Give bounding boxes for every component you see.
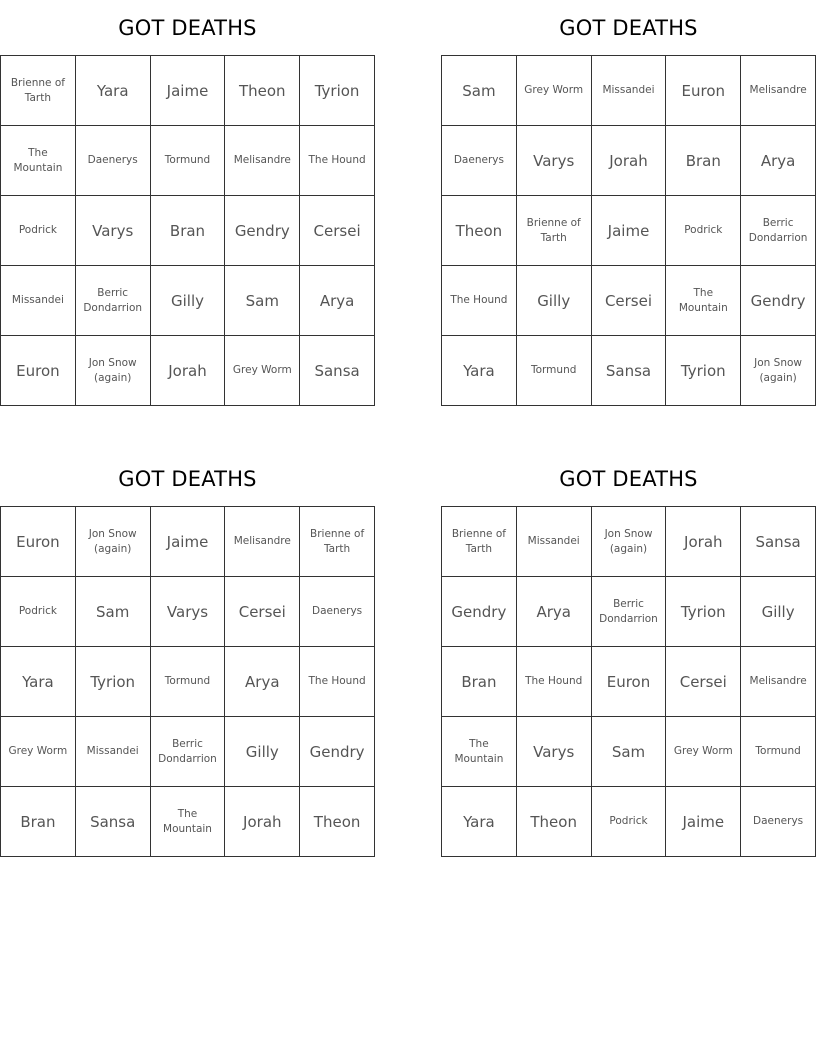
bingo-cell: Brienne of Tarth xyxy=(300,507,375,577)
bingo-cell: Tyrion xyxy=(300,56,375,126)
bingo-cell: Jon Snow (again) xyxy=(76,507,151,577)
bingo-cell: Cersei xyxy=(300,196,375,266)
bingo-cell: Brienne of Tarth xyxy=(517,196,592,266)
bingo-cell: Euron xyxy=(1,507,76,577)
bingo-grid xyxy=(0,55,375,406)
bingo-cell: Podrick xyxy=(1,196,76,266)
bingo-cell: Melisandre xyxy=(741,647,816,717)
card-title: GOT DEATHS xyxy=(118,16,257,40)
card-title: GOT DEATHS xyxy=(559,467,698,491)
bingo-cell: Theon xyxy=(300,787,375,857)
bingo-cell: Daenerys xyxy=(442,126,517,196)
bingo-cell: Sam xyxy=(442,56,517,126)
card-title: GOT DEATHS xyxy=(559,16,698,40)
bingo-cell: Tyrion xyxy=(76,647,151,717)
bingo-cell: Melisandre xyxy=(225,507,300,577)
bingo-cell: Missandei xyxy=(517,507,592,577)
bingo-cell: Jaime xyxy=(151,507,226,577)
bingo-cell: Jaime xyxy=(666,787,741,857)
bingo-cell: Bran xyxy=(151,196,226,266)
bingo-cell: Gilly xyxy=(151,266,226,336)
bingo-cell: Daenerys xyxy=(76,126,151,196)
bingo-cell: Brienne of Tarth xyxy=(442,507,517,577)
bingo-grid xyxy=(0,506,375,857)
bingo-cell: Varys xyxy=(517,717,592,787)
bingo-cell: Arya xyxy=(517,577,592,647)
bingo-cell: Theon xyxy=(442,196,517,266)
bingo-cell: Podrick xyxy=(666,196,741,266)
bingo-cell: Berric Dondarrion xyxy=(76,266,151,336)
bingo-cell: Varys xyxy=(76,196,151,266)
bingo-cell: Cersei xyxy=(592,266,667,336)
bingo-cell: Missandei xyxy=(1,266,76,336)
bingo-cell: Berric Dondarrion xyxy=(151,717,226,787)
bingo-cell: Sansa xyxy=(76,787,151,857)
bingo-cell: The Hound xyxy=(442,266,517,336)
bingo-cell: Euron xyxy=(666,56,741,126)
bingo-cell: Missandei xyxy=(592,56,667,126)
bingo-cell: Jon Snow (again) xyxy=(741,336,816,406)
bingo-cell: Jorah xyxy=(666,507,741,577)
bingo-cell: The Hound xyxy=(517,647,592,717)
bingo-cell: Tormund xyxy=(741,717,816,787)
bingo-cell: Gendry xyxy=(300,717,375,787)
bingo-cell: Cersei xyxy=(666,647,741,717)
bingo-cell: Podrick xyxy=(1,577,76,647)
bingo-cell: Grey Worm xyxy=(517,56,592,126)
bingo-cell: Bran xyxy=(666,126,741,196)
bingo-cell: Brienne of Tarth xyxy=(1,56,76,126)
bingo-cell: Melisandre xyxy=(741,56,816,126)
bingo-cell: Gilly xyxy=(741,577,816,647)
bingo-grid xyxy=(441,55,816,406)
bingo-cell: Tormund xyxy=(151,126,226,196)
bingo-cell: Euron xyxy=(1,336,76,406)
bingo-cell: Tormund xyxy=(517,336,592,406)
bingo-cell: Arya xyxy=(741,126,816,196)
bingo-cell: Yara xyxy=(442,787,517,857)
bingo-cell: Yara xyxy=(76,56,151,126)
bingo-cell: Berric Dondarrion xyxy=(741,196,816,266)
bingo-cell: Jorah xyxy=(225,787,300,857)
bingo-cell: Gendry xyxy=(741,266,816,336)
bingo-cell: The Mountain xyxy=(666,266,741,336)
bingo-cell: Jaime xyxy=(592,196,667,266)
bingo-cell: Cersei xyxy=(225,577,300,647)
bingo-cell: Sam xyxy=(592,717,667,787)
bingo-cell: Jon Snow (again) xyxy=(76,336,151,406)
bingo-cell: Jorah xyxy=(151,336,226,406)
bingo-cell: Podrick xyxy=(592,787,667,857)
bingo-cell: Missandei xyxy=(76,717,151,787)
bingo-cell: Daenerys xyxy=(300,577,375,647)
bingo-cell: Sam xyxy=(76,577,151,647)
bingo-cell: Sam xyxy=(225,266,300,336)
bingo-cell: Yara xyxy=(442,336,517,406)
bingo-cell: The Mountain xyxy=(1,126,76,196)
bingo-cell: Sansa xyxy=(741,507,816,577)
bingo-cell: Grey Worm xyxy=(1,717,76,787)
bingo-cell: Jaime xyxy=(151,56,226,126)
bingo-cell: Tyrion xyxy=(666,336,741,406)
bingo-cell: Arya xyxy=(225,647,300,717)
bingo-cell: Arya xyxy=(300,266,375,336)
bingo-cell: The Hound xyxy=(300,647,375,717)
bingo-cell: The Mountain xyxy=(151,787,226,857)
bingo-cell: Berric Dondarrion xyxy=(592,577,667,647)
bingo-cell: Sansa xyxy=(300,336,375,406)
bingo-cell: Tyrion xyxy=(666,577,741,647)
bingo-cell: Jon Snow (again) xyxy=(592,507,667,577)
bingo-grid xyxy=(441,506,816,857)
bingo-cell: Varys xyxy=(517,126,592,196)
bingo-cell: Gilly xyxy=(517,266,592,336)
bingo-cell: Gilly xyxy=(225,717,300,787)
bingo-cell: Bran xyxy=(1,787,76,857)
bingo-cell: Grey Worm xyxy=(666,717,741,787)
bingo-cell: Gendry xyxy=(225,196,300,266)
bingo-cell: Sansa xyxy=(592,336,667,406)
bingo-cell: Yara xyxy=(1,647,76,717)
bingo-cell: Melisandre xyxy=(225,126,300,196)
bingo-cell: Theon xyxy=(517,787,592,857)
bingo-cell: Bran xyxy=(442,647,517,717)
bingo-cell: Varys xyxy=(151,577,226,647)
bingo-cell: Jorah xyxy=(592,126,667,196)
bingo-cell: Euron xyxy=(592,647,667,717)
bingo-cell: Theon xyxy=(225,56,300,126)
bingo-cell: Gendry xyxy=(442,577,517,647)
card-title: GOT DEATHS xyxy=(118,467,257,491)
bingo-cell: The Mountain xyxy=(442,717,517,787)
bingo-cell: The Hound xyxy=(300,126,375,196)
bingo-cell: Grey Worm xyxy=(225,336,300,406)
bingo-cell: Tormund xyxy=(151,647,226,717)
bingo-cell: Daenerys xyxy=(741,787,816,857)
